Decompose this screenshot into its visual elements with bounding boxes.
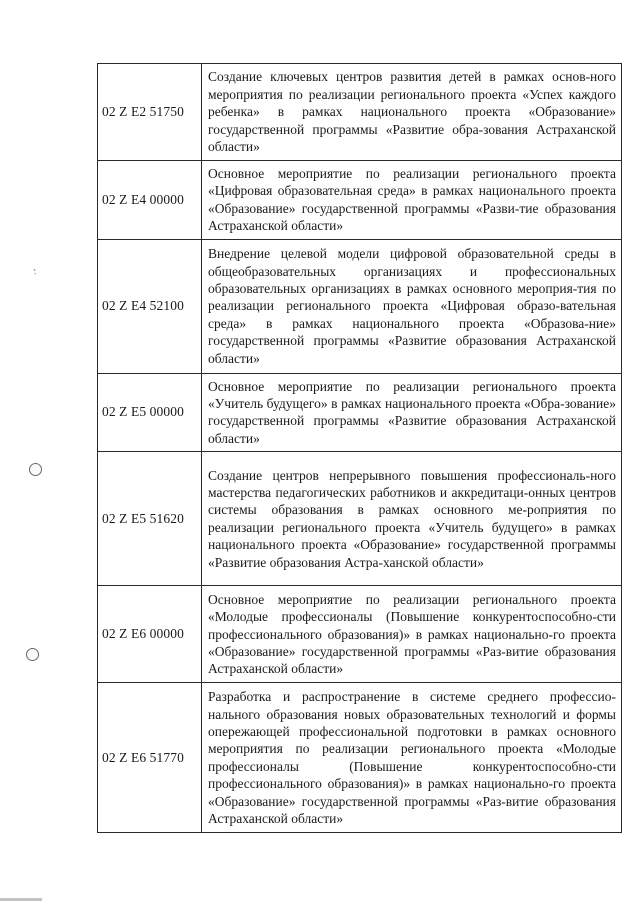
table-row — [98, 586, 622, 683]
description-cell: Основное мероприятие по реализации регионального проекта «Молодые профессионалы (Повышение конкурентоспособно-сти профессионального образования)» в рамках национально-го проекта «Образование» государственной программы «Раз-витие образования Астраханской области» — [202, 586, 622, 683]
budget-code-cell: 02 Z E6 00000 — [98, 586, 202, 683]
table-row — [98, 239, 622, 373]
description-cell: Создание ключевых центров развития детей в рамках основ-ного мероприятия по реализации регионального проекта «Успех каждого ребенка» в рамках национального проекта «Образование» государственной программы «Развитие обра-зования Астраханской области» — [202, 64, 622, 161]
description-cell: Основное мероприятие по реализации регионального проекта «Учитель будущего» в рамках национального проекта «Обра-зование» государственной программы «Развитие образования Астраханской области» — [202, 373, 622, 452]
budget-code-cell: 02 Z E5 51620 — [98, 452, 202, 586]
table-row — [98, 161, 622, 240]
binder-hole-top — [29, 463, 42, 476]
binder-hole-bottom — [26, 648, 39, 661]
budget-code-cell: 02 Z E4 52100 — [98, 239, 202, 373]
budget-code-cell: 02 Z E2 51750 — [98, 64, 202, 161]
table-row — [98, 373, 622, 452]
table-row — [98, 64, 622, 161]
budget-code-table — [97, 63, 622, 833]
description-cell: Основное мероприятие по реализации регионального проекта «Цифровая образовательная среда» в рамках национального проекта «Образование» государственной программы «Разви-тие образования Астраханской области» — [202, 161, 622, 240]
scan-speck: ·’ — [31, 268, 43, 278]
budget-code-cell: 02 Z E4 00000 — [98, 161, 202, 240]
budget-code-cell: 02 Z E6 51770 — [98, 683, 202, 833]
table-row — [98, 683, 622, 833]
description-cell: Разработка и распространение в системе среднего профессио-нального образования новых образовательных технологий и формы опережающей профессиональной подготовки в рамках основного мероприятия по реализации регионального проекта «Молодые профессионалы (Повышение конкурентоспособно-сти профессионального образования)» в рамках национально-го проекта «Образование» государственной программы «Раз-витие образования Астраханской области» — [202, 683, 622, 833]
description-cell: Создание центров непрерывного повышения профессиональ-ного мастерства педагогических работников и аккредитаци-онных центров системы образования в рамках основного ме-роприятия по реализации регионального проекта «Учитель будущего» в рамках национального проекта «Образование» государственной программы «Развитие образования Астра-ханской области» — [202, 452, 622, 586]
table-row — [98, 452, 622, 586]
budget-code-cell: 02 Z E5 00000 — [98, 373, 202, 452]
scan-edge-mark — [0, 898, 42, 901]
description-cell: Внедрение целевой модели цифровой образовательной среды в общеобразовательных организациях и профессиональных образовательных организациях в рамках основного мероприя-тия по реализации регионального проекта «Цифровая образо-вательная среда» в рамках национального проекта «Образова-ние» государственной программы «Развитие образования Астраханской области» — [202, 239, 622, 373]
